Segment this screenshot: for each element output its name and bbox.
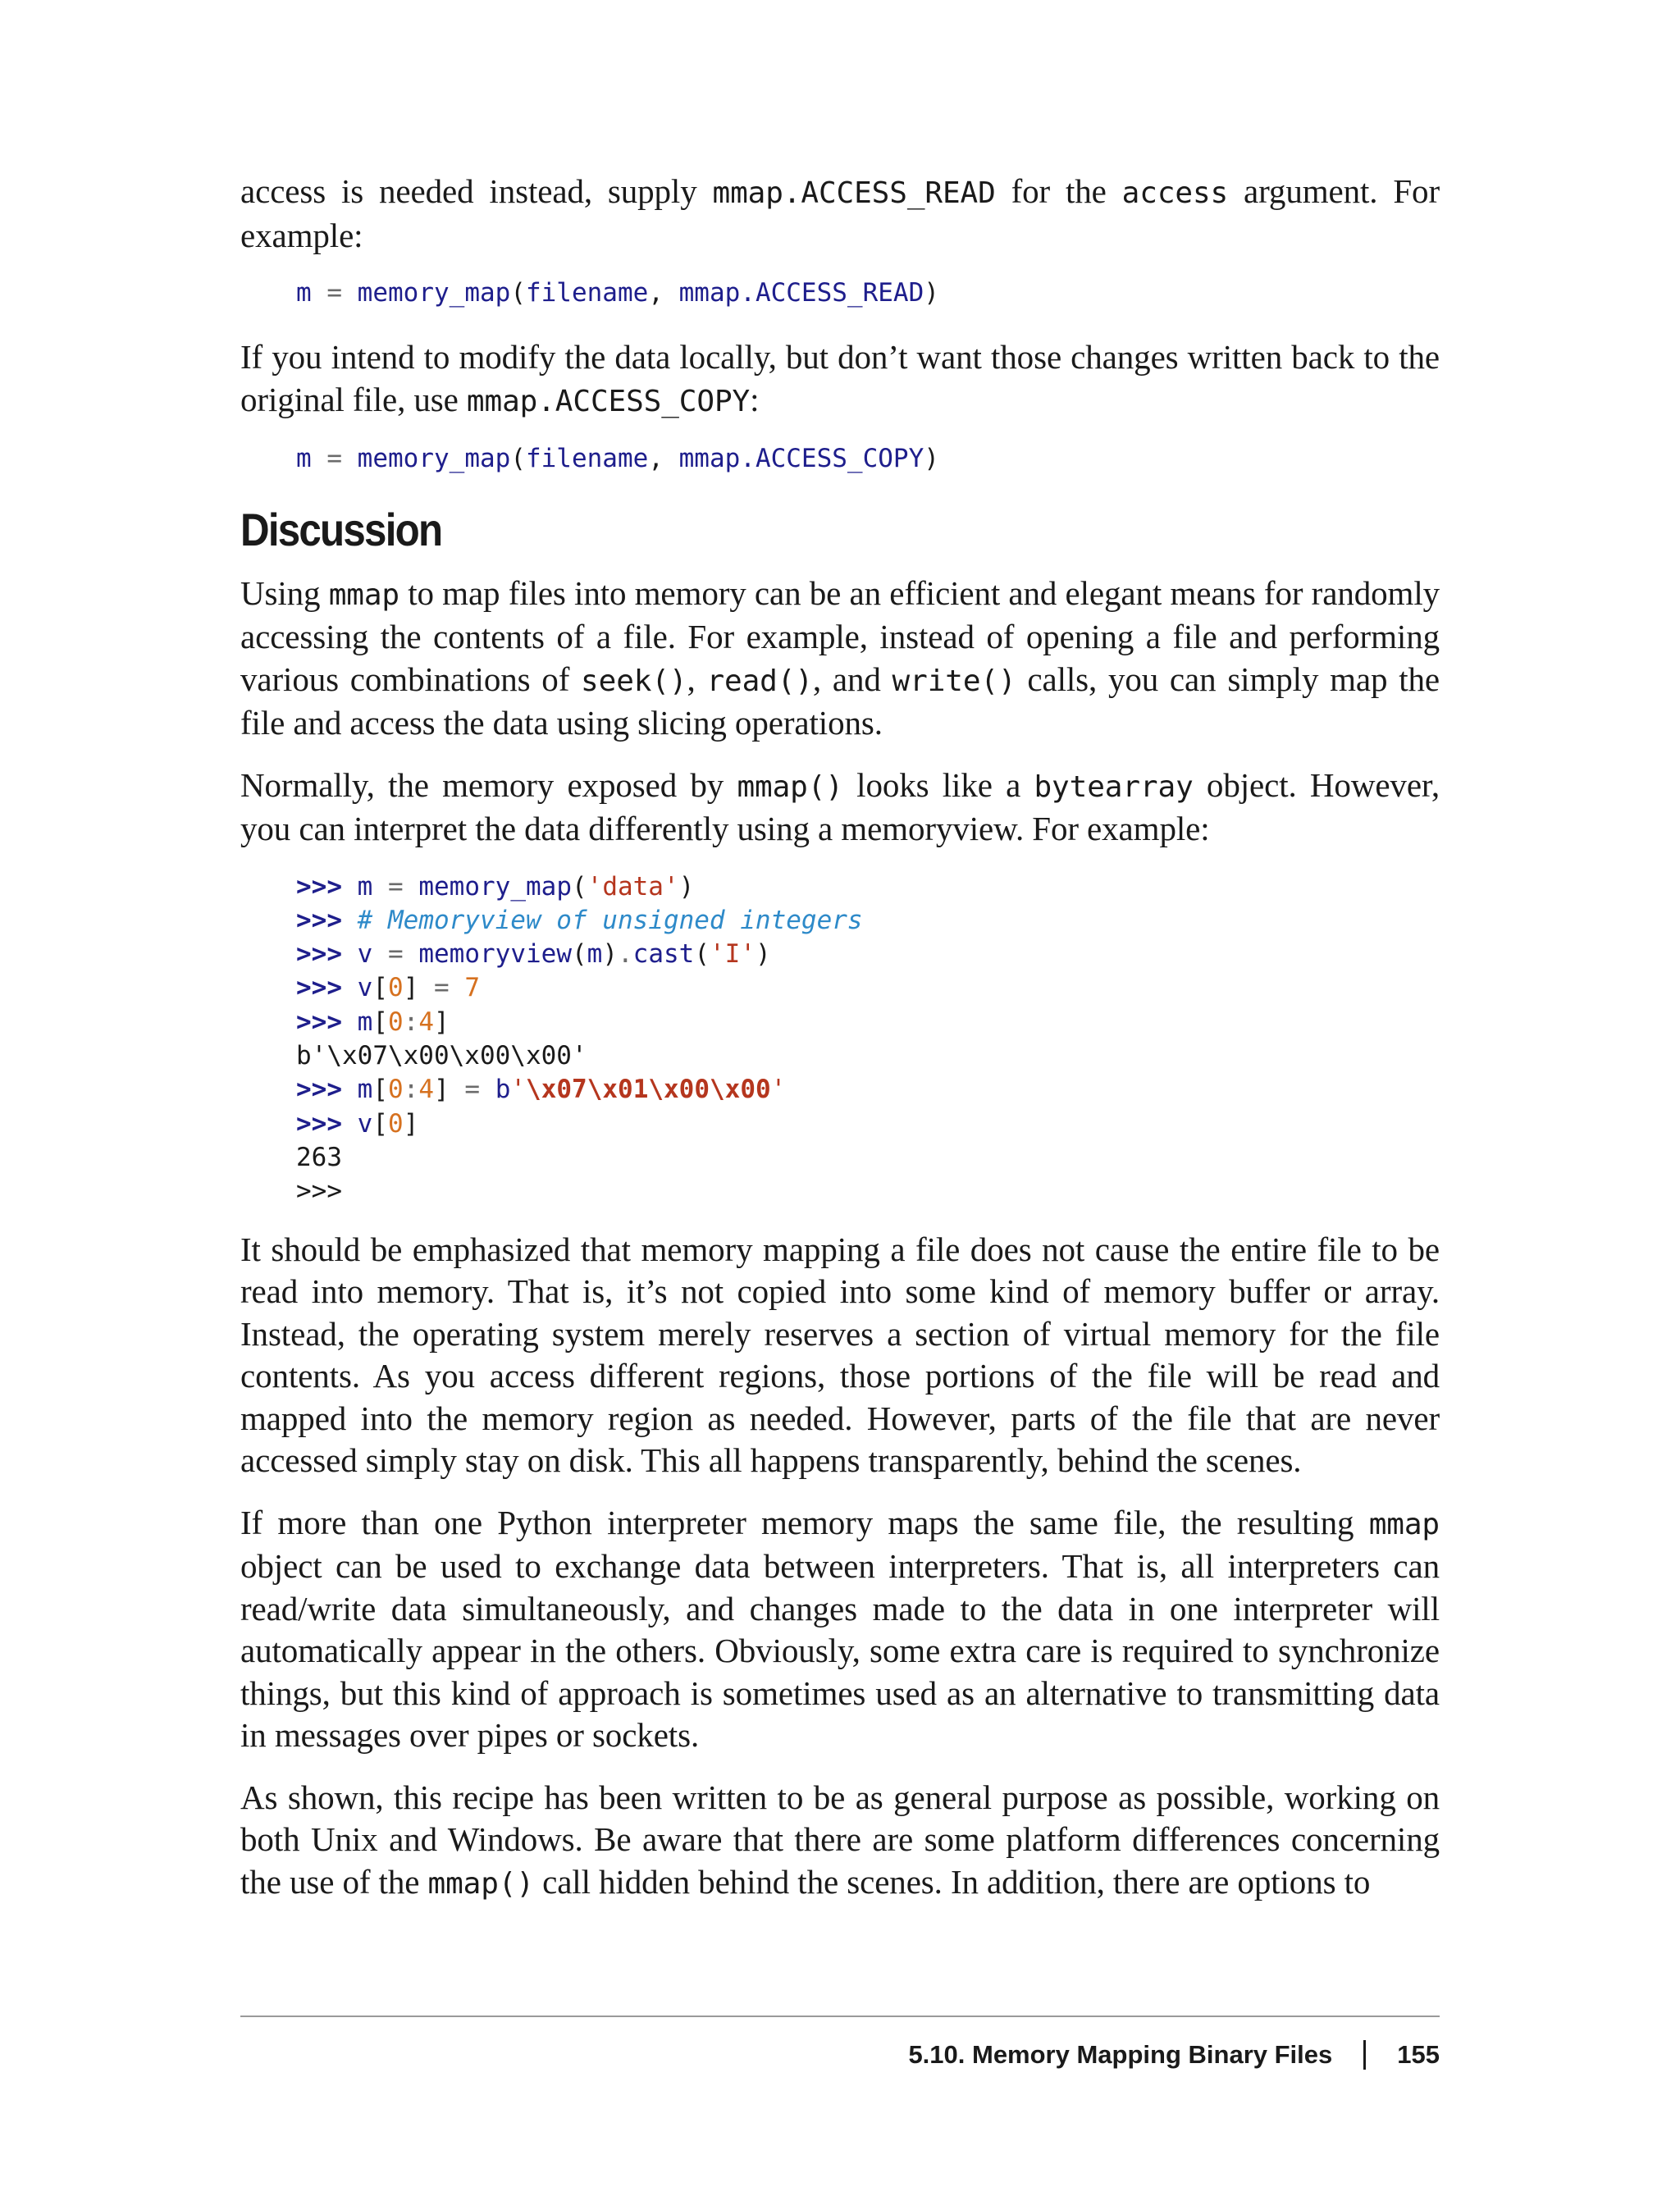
repl-line: >>> v = memoryview(m).cast('I') [296,939,771,970]
inline-code: seek() [581,664,687,698]
page-number: 155 [1397,2040,1440,2069]
repl-line: >>> m[0:4] [296,1007,450,1037]
text: : [750,380,760,418]
inline-code: mmap.ACCESS_READ [712,176,996,210]
inline-code: write() [892,664,1016,698]
repl-line: >>> v[0] = 7 [296,973,481,1003]
footer-text [908,2040,1440,2070]
inline-code: mmap.ACCESS_COPY [466,384,751,418]
inline-code: mmap() [427,1866,534,1901]
repl-line: >>> m = memory_map('data') [296,871,695,902]
repl-line: >>> m[0:4] = b'\x07\x01\x00\x00' [296,1075,787,1105]
repl-prompt-empty: >>> [296,1176,342,1207]
inline-code: bytearray [1034,769,1194,804]
inline-code: access [1121,176,1229,210]
text: for the [995,172,1122,210]
repl-line: >>> # Memoryview of unsigned integers [296,905,863,935]
page-content [240,171,1440,1924]
code-block-access-copy: m = memory_map(filename, mmap.ACCESS_COPY) [296,444,939,474]
footer-section-title: 5.10. Memory Mapping Binary Files [908,2040,1333,2069]
repl-output: b'\x07\x00\x00\x00' [296,1041,587,1071]
section-heading: Discussion [240,503,442,555]
repl-output: 263 [296,1142,342,1172]
paragraph-memoryview: Normally, the memory exposed by mmap() looks like a bytearray object. However, you can interpret the data differently using a memoryview. For example: [240,765,1440,848]
paragraph-access-read [240,171,1440,257]
paragraph-access-copy [240,336,1440,422]
paragraph-as-shown: As shown, this recipe has been written to be as general purpose as possible, working on both Unix and Windows. Be aware that there are some platform differences concerning the use of the mmap() call hidden behind the scenes. In addition, there are options to [240,1778,1440,1901]
text: access is needed instead, supply [240,172,713,210]
inline-code: mmap [328,578,399,612]
repl-code-block [296,870,1440,1209]
inline-code: mmap() [737,769,843,804]
inline-code: mmap [1368,1507,1440,1541]
paragraph-multiple-interpreters: If more than one Python interpreter memory maps the same file, the resulting mmap object can be used to exchange data between interpreters. That is, all interpreters can read/write data simultaneously, and changes made to the data in one interpreter will automatically appear in the others. Obviously, some extra care is required to synchronize things, but this kind of approach is sometimes used as an alternative to transmitting data in messages over pipes or sockets. [240,1503,1440,1755]
paragraph-emphasized: It should be emphasized that memory mapping a file does not cause the entire file to be read into memory. That is, it’s not copied into some kind of memory buffer or array. Instead, the operating system merely reserves a section of virtual memory for the file contents. As you access different regions, those portions of the file will be read and mapped into the memory region as needed. However, parts of the file that are never accessed simply stay on disk. This all happens transparently, behind the scenes. [240,1230,1440,1480]
footer-divider [1363,2040,1366,2070]
repl-line: >>> v[0] [296,1108,419,1139]
text: argument. For example: [240,172,1440,254]
code-block-access-read: m = memory_map(filename, mmap.ACCESS_READ) [296,278,939,308]
inline-code: read() [706,664,813,698]
paragraph-using-mmap: Using mmap to map files into memory can be an efficient and elegant means for randomly accessing the contents of a file. For example, instead of opening a file and performing various combinations of seek(), read(), and write() calls, you can simply map the file and access the data using slicing operations. [240,573,1440,742]
page-footer [240,2016,1440,2069]
text: If you intend to modify the data locally, but don’t want those changes written back to the original file, use [240,338,1440,418]
